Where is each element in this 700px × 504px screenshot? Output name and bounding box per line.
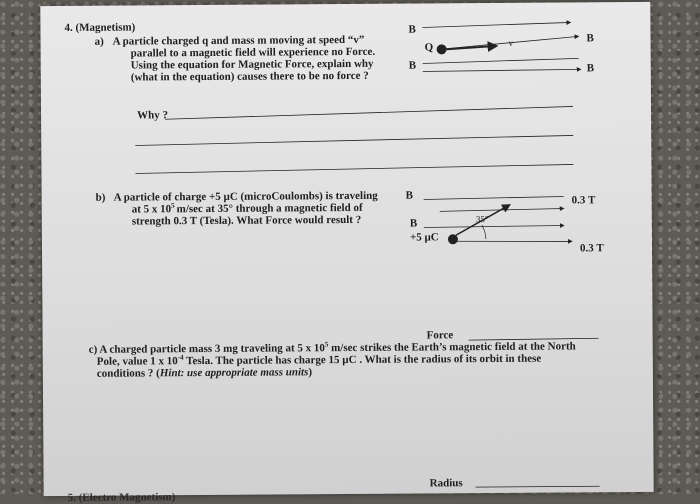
part-b-line-1: A particle of charge +5 µC (microCoulombs) is traveling bbox=[113, 189, 378, 204]
part-c-line-2: Pole, value 1 x $10^{-4}$ Tesla. The particle has charge 15 µC . What is the radius of its orbit in these bbox=[96, 352, 542, 368]
fig-a-field-line-2 bbox=[439, 36, 579, 49]
part-c-line-1: c) A charged particle mass 3 mg traveling at 5 x $10^5$ m/sec strikes the Earth’s magnetic field at the North bbox=[88, 340, 576, 356]
fig-a-b-right-2: B bbox=[586, 62, 595, 75]
fig-b-field-line-1 bbox=[424, 196, 564, 199]
part-a-line-1: A particle charged q and mass m moving at speed “v” bbox=[112, 33, 365, 48]
diagram-layer bbox=[40, 2, 653, 496]
why-answer-line bbox=[165, 106, 573, 119]
answer-line-3 bbox=[135, 164, 573, 173]
fig-b-field-strength-2: 0.3 T bbox=[579, 242, 604, 255]
part-b-label: b) bbox=[95, 191, 106, 204]
fig-b-field-line-3 bbox=[424, 225, 564, 227]
fig-b-angle-arc bbox=[482, 225, 486, 239]
fig-b-charge-label: +5 µC bbox=[409, 231, 439, 244]
fig-b-field-line-4 bbox=[450, 240, 572, 242]
fig-a-field-line-4 bbox=[423, 69, 581, 71]
force-label: Force bbox=[426, 329, 454, 342]
fig-a-particle bbox=[437, 44, 447, 54]
radius-answer-line bbox=[476, 486, 600, 487]
part-b-line-2: at 5 x $10^5$ m/sec at 35° through a magnetic field of bbox=[131, 201, 363, 216]
fig-b-field-strength-1: 0.3 T bbox=[571, 194, 596, 207]
why-label: Why ? bbox=[137, 109, 168, 122]
fig-a-b-right-1: B bbox=[586, 32, 594, 45]
fig-b-angle-label: 35° bbox=[475, 214, 489, 225]
part-a-line-2: parallel to a magnetic field will experience no Force. bbox=[130, 45, 376, 60]
problem-number: 4. (Magnetism) bbox=[64, 21, 136, 34]
fig-b-b-label-2: B bbox=[409, 217, 418, 230]
answer-line-2 bbox=[135, 135, 573, 145]
radius-label: Radius bbox=[429, 477, 463, 490]
fig-a-b-top: B bbox=[408, 23, 416, 36]
fig-a-field-line-1 bbox=[422, 22, 570, 27]
fig-a-field-line-3 bbox=[423, 58, 579, 63]
part-b-line-3: strength 0.3 T (Tesla). What Force would result ? bbox=[131, 213, 362, 228]
part-c-line-3: conditions ? (Hint: use appropriate mass units) bbox=[96, 366, 313, 380]
next-problem-fragment: 5. (Electro Magnetism) bbox=[67, 491, 176, 504]
fig-b-b-label-1: B bbox=[405, 189, 414, 202]
part-a-label: a) bbox=[94, 35, 104, 48]
fig-a-b-mid: B bbox=[408, 59, 417, 72]
part-a-line-4: (what in the equation) causes there to be no force ? bbox=[130, 69, 369, 84]
part-a-line-3: Using the equation for Magnetic Force, explain why bbox=[130, 57, 374, 72]
fig-a-q-label: Q bbox=[424, 41, 434, 54]
worksheet-page bbox=[40, 2, 653, 504]
